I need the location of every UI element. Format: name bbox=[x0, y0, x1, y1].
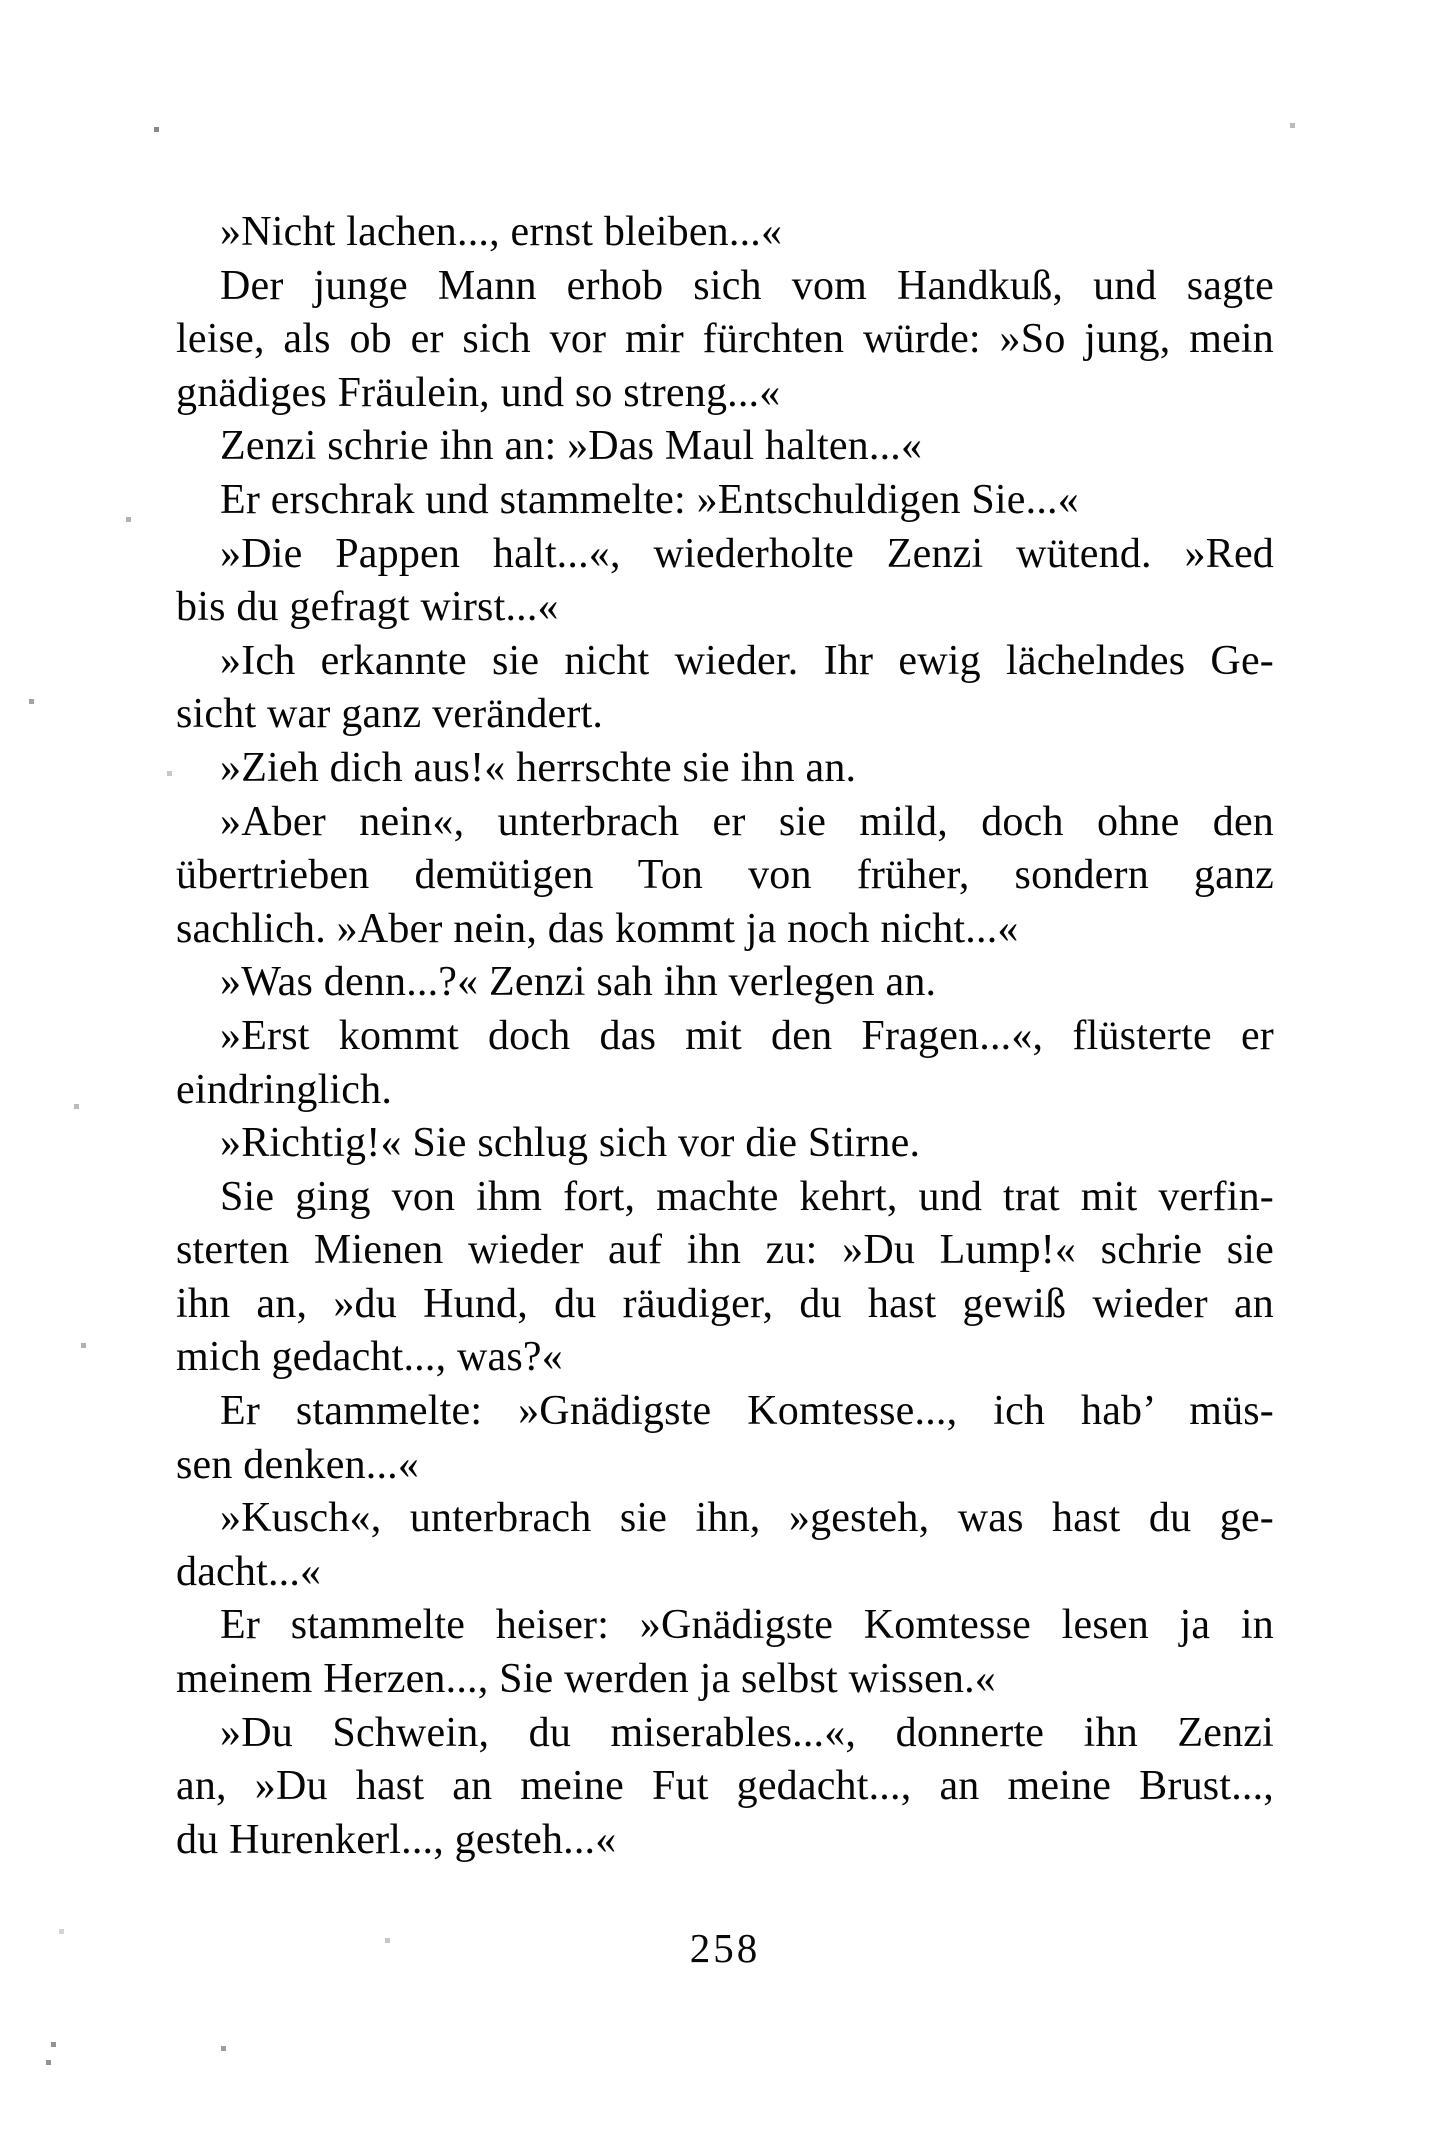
text-line: sen denken...« bbox=[176, 1441, 420, 1488]
text-line: Er stammelte heiser: »Gnädigste Komtesse lesen ja in bbox=[220, 1602, 1274, 1649]
text-line: »Was denn...?« Zenzi sah ihn verlegen an. bbox=[220, 959, 937, 1006]
text-line: »Du Schwein, du miserables...«, donnerte ihn Zenzi bbox=[220, 1709, 1274, 1756]
text-line: mich gedacht..., was?« bbox=[176, 1334, 563, 1381]
text-line: Sie ging von ihm fort, machte kehrt, und trat mit verfin- bbox=[220, 1173, 1274, 1220]
text-line: eindringlich. bbox=[176, 1066, 393, 1113]
text-line: sterten Mienen wieder auf ihn zu: »Du Lump!« schrie sie bbox=[176, 1227, 1274, 1274]
text-line: »Aber nein«, unterbrach er sie mild, doch ohne den bbox=[220, 798, 1274, 845]
text-line: an, »Du hast an meine Fut gedacht..., an meine Brust..., bbox=[176, 1763, 1274, 1810]
text-line: »Die Pappen halt...«, wiederholte Zenzi wütend. »Red bbox=[220, 530, 1274, 577]
text-line: bis du gefragt wirst...« bbox=[176, 584, 559, 631]
text-line: Zenzi schrie ihn an: »Das Maul halten...« bbox=[220, 423, 923, 470]
text-line: Er erschrak und stammelte: »Entschuldigen Sie...« bbox=[220, 476, 1079, 523]
text-line: »Ich erkannte sie nicht wieder. Ihr ewig lächelndes Ge- bbox=[220, 637, 1274, 684]
text-line: übertrieben demütigen Ton von früher, sondern ganz bbox=[176, 852, 1274, 899]
text-line: »Nicht lachen..., ernst bleiben...« bbox=[220, 209, 783, 255]
text-line: ihn an, »du Hund, du räudiger, du hast gewiß wieder an bbox=[176, 1280, 1274, 1327]
text-line: Er stammelte: »Gnädigste Komtesse..., ich hab’ müs- bbox=[220, 1388, 1274, 1435]
text-line: »Zieh dich aus!« herrschte sie ihn an. bbox=[220, 744, 857, 791]
text-line: leise, als ob er sich vor mir fürchten würde: »So jung, mein bbox=[176, 316, 1274, 363]
text-line: sicht war ganz verändert. bbox=[176, 691, 604, 738]
text-line: »Erst kommt doch das mit den Fragen...«, flüsterte er bbox=[220, 1012, 1274, 1059]
text-line: sachlich. »Aber nein, das kommt ja noch nicht...« bbox=[176, 905, 1019, 952]
text-line: du Hurenkerl..., gesteh...« bbox=[176, 1816, 617, 1863]
text-line: gnädiges Fräulein, und so streng...« bbox=[176, 369, 781, 416]
text-line: »Kusch«, unterbrach sie ihn, »gesteh, was hast du ge- bbox=[220, 1495, 1274, 1542]
text-line: Der junge Mann erhob sich vom Handkuß, und sagte bbox=[220, 262, 1274, 309]
text-line: dacht...« bbox=[176, 1548, 322, 1595]
text-line: »Richtig!« Sie schlug sich vor die Stirne. bbox=[220, 1120, 921, 1167]
scan-speckles bbox=[0, 0, 3, 3]
page-number: 258 bbox=[689, 1925, 761, 1971]
body-text bbox=[176, 206, 1274, 1867]
text-line: meinem Herzen..., Sie werden ja selbst wissen.« bbox=[176, 1656, 997, 1703]
